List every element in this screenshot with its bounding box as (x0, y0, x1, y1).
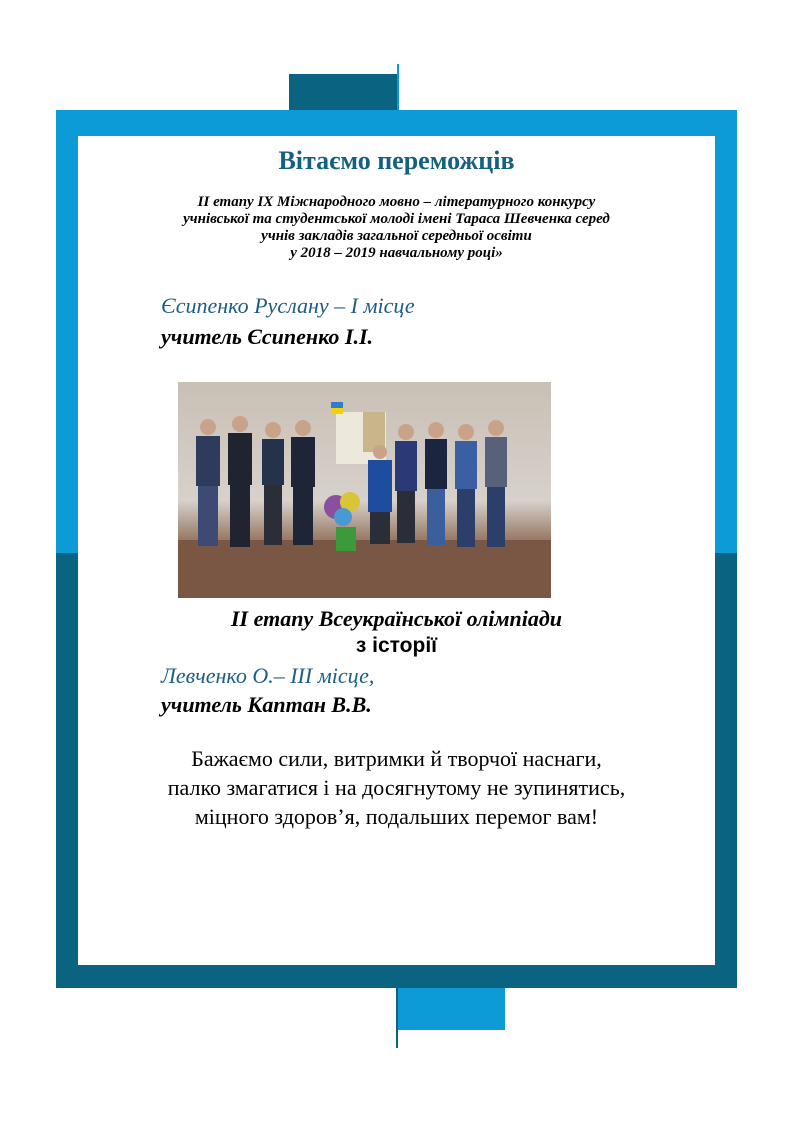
group-photo (178, 382, 551, 598)
winner2-teacher: учитель Каптан В.В. (161, 692, 372, 717)
group-photo-illustration (178, 382, 551, 598)
contest-description (98, 194, 695, 262)
subtitle-line: учнів закладів загальної середньої освіти (261, 228, 532, 244)
congratulation-card (78, 136, 715, 965)
frame-bottom-line (396, 988, 398, 1048)
olympiad-subject: з історії (355, 634, 438, 657)
wish-line: палко змагатися і на досягнутому не зупинятись, (167, 775, 626, 800)
subtitle-line: у 2018 – 2019 навчальному році» (290, 245, 503, 261)
wish-line: Бажаємо сили, витримки й творчої наснаги, (191, 746, 602, 771)
olympiad-title: ІІ етапу Всеукраїнської олімпіади (230, 606, 563, 631)
frame-bottom-tab (397, 988, 505, 1030)
winner1-name-place: Єсипенко Руслану – І місце (161, 293, 415, 318)
wish-line: міцного здоров’я, подальших перемог вам! (194, 804, 599, 829)
subtitle-line: ІІ етапу ІХ Міжнародного мовно – літературного конкурсу (197, 194, 596, 210)
frame-top-tab (289, 74, 397, 110)
wishes-block (78, 744, 715, 831)
frame-top-line (397, 64, 399, 110)
winner2-name-place: Левченко О.– ІІІ місце, (161, 663, 375, 688)
winner1-teacher: учитель Єсипенко І.І. (161, 324, 374, 349)
subtitle-line: учнівської та студентської молоді імені Тараса Шевченка серед (183, 211, 610, 227)
page-title: Вітаємо переможців (278, 146, 515, 175)
